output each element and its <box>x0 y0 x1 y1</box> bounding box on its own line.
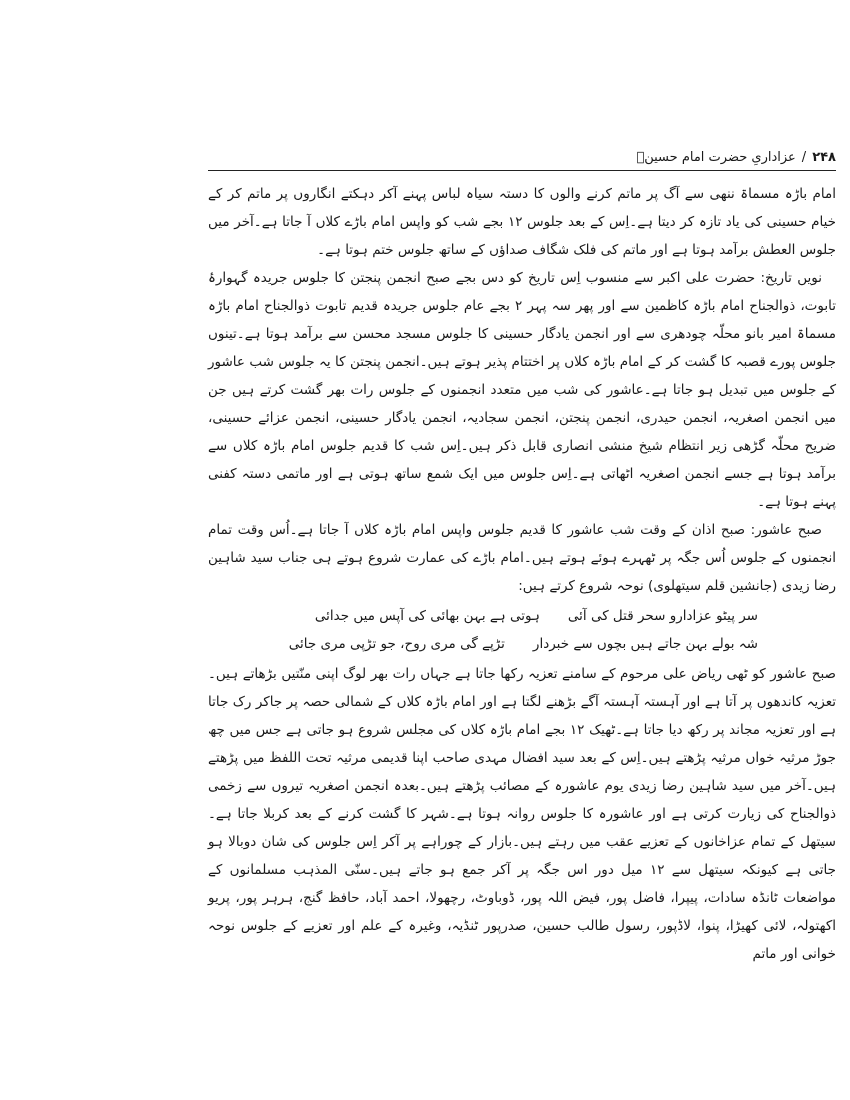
paragraph: نویں تاریخ: حضرت علی اکبر سے منسوب اِس تاریخ کو دس بجے صبح انجمن پنجتن کا جلوس جریدہ گہوارۂ تابوت، ذوالجناح امام باڑہ کاظمین سے اور پھر سہ پہر ۲ بجے عام جلوس جریدہ قدیم تابوت ذوالجناح امام باڑہ مسماۃ امیر بانو محلّہ چودھری سے اور انجمن یادگار حسینی کا جلوس مسجد محسن سے برآمد ہوتا ہے۔تینوں جلوس پورے قصبہ کا گشت کر کے امام باڑہ کلاں پر اختتام پذیر ہوتے ہیں۔انجمن پنجتن کا یہ جلوس شب عاشور کے جلوس میں تبدیل ہو جاتا ہے۔عاشور کی شب میں متعدد انجمنوں کے جلوس رات بھر گشت کرتے ہیں جن میں انجمن اصغریہ، انجمن حیدری، انجمن پنجتن، انجمن سجادیہ، انجمن یادگار حسینی، انجمن عزائے حسینی، ضریح محلّہ گڑھی زیر انتظام شیخ منشی انصاری قابل ذکر ہیں۔اِس شب کا قدیم جلوس امام باڑہ کلاں سے برآمد ہوتا ہے جسے انجمن اصغریہ اٹھاتی ہے۔اِس جلوس میں ایک شمع ساتھ ہوتی ہے اور ماتمی دستہ کفنی پہنے ہوتا ہے۔ <box>208 270 836 510</box>
verse-second-hemistich: ہوتی ہے بہن بھائی کی آپس میں جدائی <box>314 608 540 624</box>
page-number: ۲۴۸ <box>812 150 836 165</box>
header-title: عزاداریِ حضرت امام حسینؑ <box>636 150 796 165</box>
verse-first-hemistich: سر پیٹو عزادارو سحر قتل کی آئی <box>567 608 758 624</box>
running-header <box>208 147 836 169</box>
header-rule <box>208 170 836 171</box>
poem-verse <box>208 630 836 658</box>
header-separator: / <box>801 150 807 165</box>
verse-second-hemistich: تڑپے گی مری روح، جو تڑپی مری جائی <box>288 636 505 652</box>
verse-first-hemistich: شہ بولے بہن جاتے ہیں بچوں سے خبردار <box>532 636 758 652</box>
poem-block <box>208 602 836 658</box>
paragraph: صبح عاشور: صبح اذان کے وقت شب عاشور کا قدیم جلوس واپس امام باڑہ کلاں آ جاتا ہے۔اُس وقت تمام انجمنوں کے جلوس اُس جگہ پر ٹھہرے ہوئے ہوتے ہیں۔امام باڑے کی عمارت شروع ہوتے ہی جناب سید شاہین رضا زیدی (جانشین قلم سیتھلوی) نوحہ شروع کرتے ہیں: <box>208 522 836 594</box>
body-text <box>208 180 836 968</box>
paragraph: امام باڑہ مسماۃ ننھی سے آگ پر ماتم کرنے والوں کا دستہ سیاہ لباس پہنے آکر دہکتے انگاروں پر ماتم کر کے خیام حسینی کی یاد تازہ کر دیتا ہے۔اِس کے بعد جلوس ۱۲ بجے شب کو واپس امام باڑے کلاں آ جاتا ہے۔آخر میں جلوس العطش برآمد ہوتا ہے اور ماتم کی فلک شگاف صداؤں کے ساتھ جلوس ختم ہوتا ہے۔ <box>208 186 836 258</box>
poem-verse <box>208 602 836 630</box>
paragraph: صبح عاشور کو ٹھی ریاض علی مرحوم کے سامنے تعزیہ رکھا جاتا ہے جہاں رات بھر لوگ اپنی منّتیں بڑھاتے ہیں۔تعزیہ کاندھوں پر آتا ہے اور آہستہ آہستہ آگے بڑھنے لگتا ہے اور امام باڑہ کلاں کے شمالی حصہ پر جاکر رک جاتا ہے اور تعزیہ مجاند پر رکھ دیا جاتا ہے۔ٹھیک ۱۲ بجے امام باڑہ کلاں کی مجلس شروع ہو جاتی ہے جس میں چھ جوڑ مرثیہ خواں مرثیہ پڑھتے ہیں۔اِس کے بعد سید افضال مہدی صاحب اپنا قدیمی مرثیہ تحت اللفظ میں پڑھتے ہیں۔آخر میں سید شاہین رضا زیدی یوم عاشورہ کے مصائب پڑھتے ہیں۔بعدہ انجمن اصغریہ تیروں سے زخمی ذوالجناح کی زیارت کرتی ہے اور عاشورہ کا جلوس روانہ ہوتا ہے۔شہر کا گشت کرنے کے بعد کربلا جاتا ہے۔سیتھل کے تمام عزاخانوں کے تعزیے عقب میں رہتے ہیں۔بازار کے چوراہے پر آکر اِس جلوس کی شان دوبالا ہو جاتی ہے کیونکہ سیتھل سے ۱۲ میل دور اس جگہ پر آکر جمع ہو جاتے ہیں۔سنّی المذہب مسلمانوں کے مواضعات ٹانڈہ سادات، پیپرا، فاضل پور، فیض اللہ پور، ڈوباوٹ، رچھولا، احمد آباد، حافظ گنج، ہرہر پور، پریو اکھتولہ، لائی کھیڑا، پنوا، لاڈپور، رسول طالب حسین، صدرپور ٹنڈیہ، وغیرہ کے علم اور تعزیے کے جلوس نوحہ خوانی اور ماتم <box>208 666 836 962</box>
